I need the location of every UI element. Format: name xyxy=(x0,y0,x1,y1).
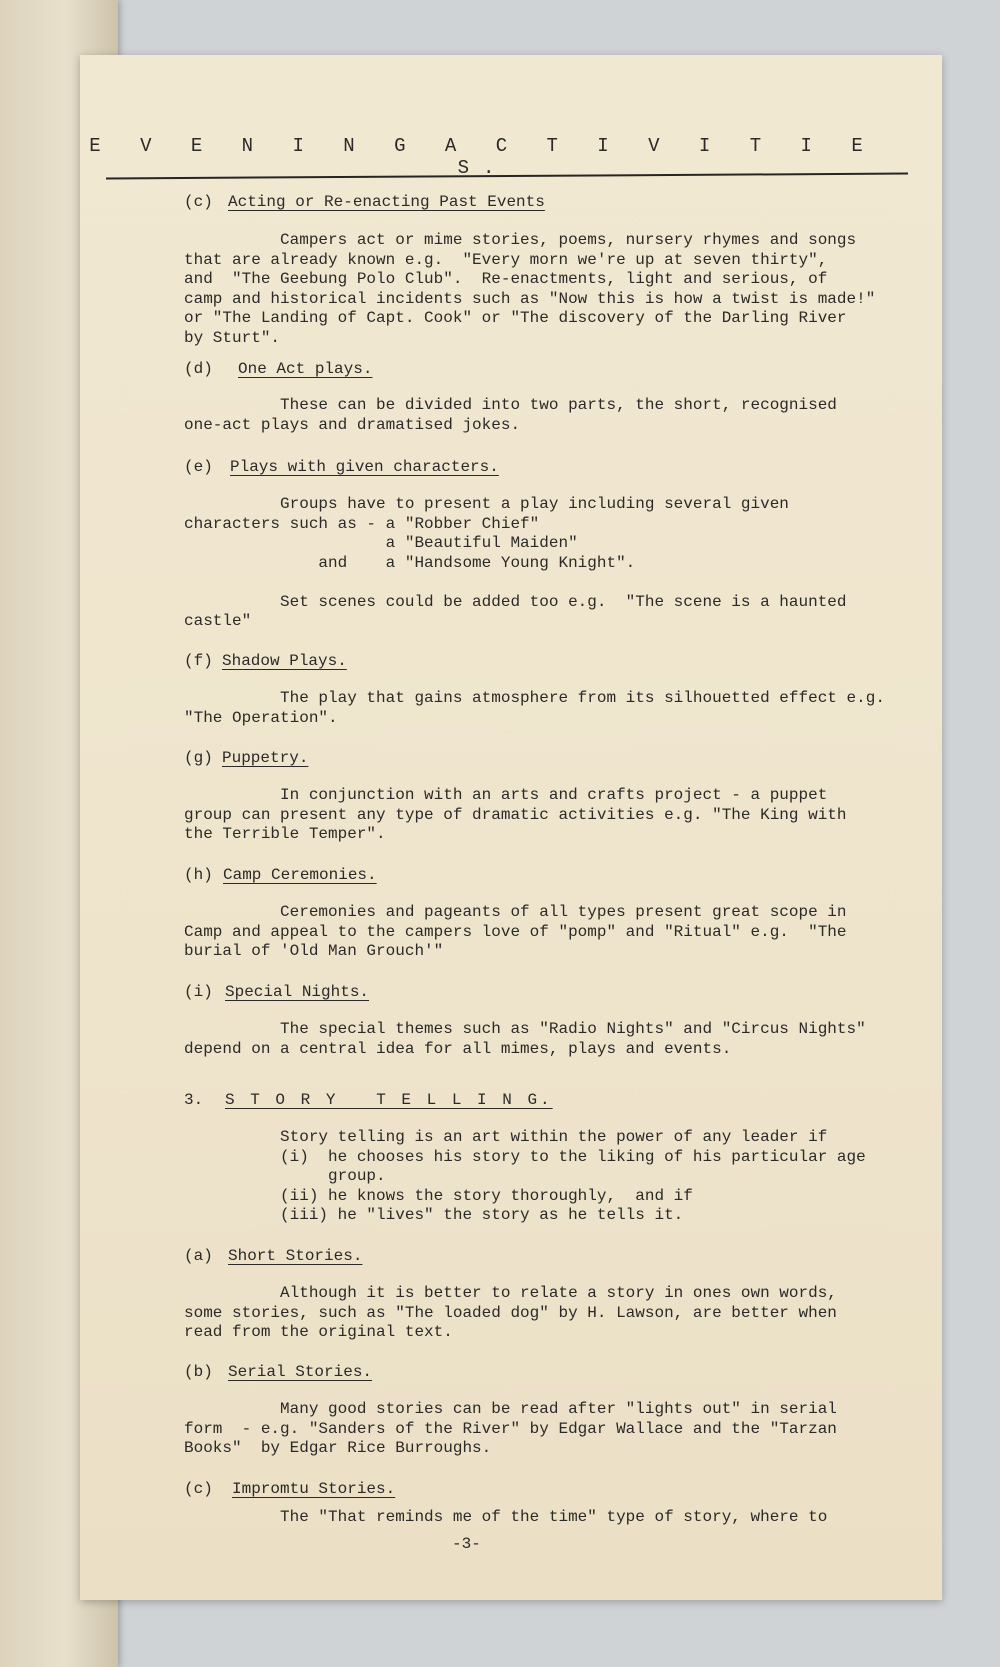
document-page xyxy=(80,55,942,1600)
item-label: (c) xyxy=(184,1480,213,1498)
item-title: Puppetry. xyxy=(222,749,309,767)
item-body: Ceremonies and pageants of all types present great scope in Camp and appeal to the campers love of "pomp" and "Ritual" e.g. "The burial of 'Old Man Grouch'" xyxy=(184,903,847,960)
item-title: Acting or Re-enacting Past Events xyxy=(228,193,545,211)
item-label: (e) xyxy=(184,458,213,476)
page-heading: E V E N I N G A C T I V I T I E S. xyxy=(89,135,877,179)
item-title: Shadow Plays. xyxy=(222,652,347,670)
item-title: Short Stories. xyxy=(228,1247,363,1265)
item-body: These can be divided into two parts, the short, recognised one-act plays and dramatised jokes. xyxy=(184,396,837,434)
item-label: (h) xyxy=(184,866,213,884)
item-body: In conjunction with an arts and crafts project - a puppet group can present any type of dramatic activities e.g. "The King with the Terrible Temper". xyxy=(184,786,847,843)
item-title: Serial Stories. xyxy=(228,1363,373,1381)
item-title: Camp Ceremonies. xyxy=(223,866,377,884)
item-title: Plays with given characters. xyxy=(230,458,499,476)
section-number: 3. xyxy=(184,1091,204,1109)
item-body: Many good stories can be read after "lights out" in serial form - e.g. "Sanders of the River" by Edgar Wallace and the "Tarzan Books" by Edgar Rice Burroughs. xyxy=(184,1400,837,1457)
item-body: The "That reminds me of the time" type of story, where to xyxy=(184,1508,828,1526)
item-label: (d) xyxy=(184,360,213,378)
item-label: (f) xyxy=(184,652,213,670)
section-intro: Story telling is an art within the power of any leader if (i) he chooses his story to the liking of his particular age group. (ii) he knows the story thoroughly, and if (iii) he "lives" the story as he tells it. xyxy=(280,1128,866,1224)
item-body: The special themes such as "Radio Nights" and "Circus Nights" depend on a central idea for all mimes, plays and events. xyxy=(184,1020,866,1058)
item-label: (c) xyxy=(184,193,213,211)
item-label: (i) xyxy=(184,983,213,1001)
item-title: Special Nights. xyxy=(225,983,370,1001)
section-title: S T O R Y T E L L I N G. xyxy=(225,1091,553,1109)
item-body: The play that gains atmosphere from its silhouetted effect e.g. "The Operation". xyxy=(184,689,885,727)
item-body: Campers act or mime stories, poems, nursery rhymes and songs that are already known e.g. "Every morn we're up at seven thirty", and "The Geebung Polo Club". Re-enactments, light and serious, of camp and historical incidents such as "Now this is how a twist is made!" or "The Landing of Capt. Cook" or "The discovery of the Darling River by Sturt". xyxy=(184,231,876,347)
item-title: One Act plays. xyxy=(238,360,373,378)
item-title: Impromtu Stories. xyxy=(232,1480,396,1498)
item-label: (a) xyxy=(184,1247,213,1265)
page-number: -3- xyxy=(452,1535,481,1553)
item-label: (b) xyxy=(184,1363,213,1381)
item-body: Groups have to present a play including several given characters such as - a "Robber Chief" a "Beautiful Maiden" and a "Handsome Young Knight". Set scenes could be added too e.g. "The scene is a haunted castle" xyxy=(184,495,847,630)
item-label: (g) xyxy=(184,749,213,767)
item-body: Although it is better to relate a story in ones own words, some stories, such as "The loaded dog" by H. Lawson, are better when read from the original text. xyxy=(184,1284,837,1341)
